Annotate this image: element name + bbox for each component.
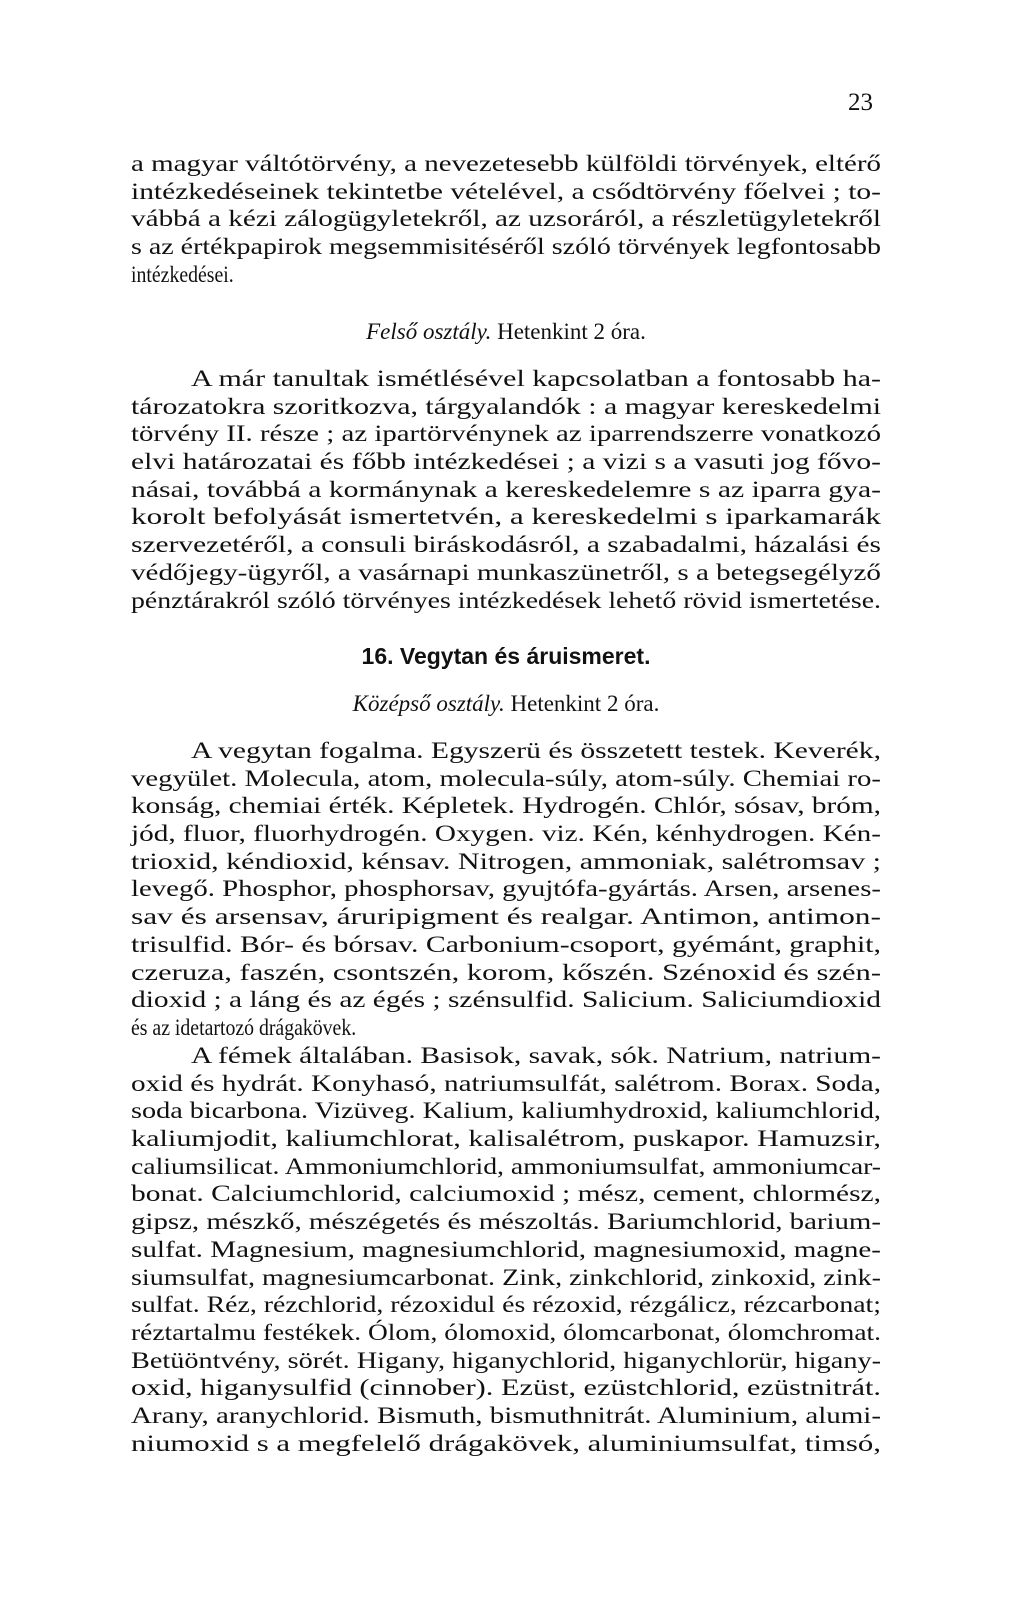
text-line: intézkedéseinek tekintetbe vételével, a csődtörvény főelvei ; to-	[131, 178, 881, 204]
paragraph-2	[131, 365, 881, 614]
class-name: Középső osztály.	[352, 691, 505, 716]
text-line: A vegytan fogalma. Egyszerü és összetett testek. Keverék,	[191, 738, 881, 763]
text-line: szervezetéről, a consuli biráskodásról, a szabadalmi, házalási és	[131, 532, 881, 558]
text-line: oxid és hydrát. Konyhasó, natriumsulfát, salétrom. Borax. Soda,	[131, 1070, 881, 1096]
text-line: jód, fluor, fluorhydrogén. Oxygen. viz. Kén, kénhydrogen. Kén-	[131, 821, 881, 847]
text-line: s az értékpapirok megsemmisitéséről szóló törvények legfontosabb	[131, 234, 881, 260]
text-line: bonat. Calciumchlorid, calciumoxid ; mész, cement, chlormész,	[131, 1181, 881, 1207]
text-line: vábbá a kézi zálogügyletekről, az uzsoráról, a részletügyletekről	[131, 206, 881, 232]
text-line: sulfat. Réz, rézchlorid, rézoxidul és rézoxid, rézgálicz, rézcarbonat;	[131, 1292, 881, 1318]
text-line: kaliumjodit, kaliumchlorat, kalisalétrom, puskapor. Hamuzsir,	[131, 1126, 881, 1152]
text-line: Arany, aranychlorid. Bismuth, bismuthnitrát. Aluminium, alumi-	[131, 1402, 881, 1428]
weekly-hours: Hetenkint 2 óra.	[491, 319, 646, 344]
text-line: czeruza, faszén, csontszén, korom, kőszén. Szénoxid és szén-	[131, 959, 882, 985]
text-line: siumsulfat, magnesiumcarbonat. Zink, zinkchlorid, zinkoxid, zink-	[131, 1264, 881, 1290]
text-line: a magyar váltótörvény, a nevezetesebb külföldi törvények, eltérő	[131, 151, 881, 176]
text-line: törvény II. része ; az ipartörvénynek az iparrendszerre vonatkozó	[131, 421, 881, 447]
middle-class-subheading	[131, 690, 881, 718]
section-heading: 16. Vegytan és áruismeret.	[361, 643, 651, 669]
text-line: tározatokra szoritkozva, tárgyalandók : a magyar kereskedelmi	[131, 393, 881, 419]
text-line: caliumsilicat. Ammoniumchlorid, ammoniumsulfat, ammoniumcar-	[131, 1153, 882, 1179]
text-line: és az idetartozó drágakövek.	[131, 1014, 357, 1040]
text-line: A fémek általában. Basisok, savak, sók. Natrium, natrium-	[191, 1043, 881, 1068]
paragraph-1	[131, 150, 881, 288]
text-line: A már tanultak ismétlésével kapcsolatban a fontosabb ha-	[191, 366, 881, 391]
paragraph-4	[131, 1042, 881, 1457]
class-name: Felső osztály.	[366, 319, 492, 344]
weekly-hours: Hetenkint 2 óra.	[504, 691, 660, 716]
paragraph-3	[131, 737, 881, 1042]
text-line: oxid, higanysulfid (cinnober). Ezüst, ezüstchlorid, ezüstnitrát.	[131, 1375, 882, 1401]
text-line: trioxid, kéndioxid, kénsav. Nitrogen, ammoniak, salétromsav ;	[131, 848, 881, 874]
text-line: trisulfid. Bór- és bórsav. Carbonium-csoport, gyémánt, graphit,	[131, 931, 881, 957]
text-line: soda bicarbona. Vizüveg. Kalium, kaliumhydroxid, kaliumchlorid,	[131, 1098, 881, 1124]
page-number: 23	[848, 89, 873, 116]
text-line: levegő. Phosphor, phosphorsav, gyujtófa-gyártás. Arsen, arsenes-	[131, 876, 881, 902]
text-line: dioxid ; a láng és az égés ; szénsulfid. Salicium. Saliciumdioxid	[131, 987, 881, 1013]
text-line: pénztárakról szóló törvényes intézkedések lehető rövid ismertetése.	[131, 587, 881, 613]
text-line: Betüöntvény, sörét. Higany, higanychlorid, higanychlorür, higany-	[131, 1347, 881, 1373]
text-line: konság, chemiai érték. Képletek. Hydrogén. Chlór, sósav, bróm,	[131, 793, 881, 819]
upper-class-subheading	[131, 318, 881, 346]
text-line: sav és arsensav, áruripigment és realgar. Antimon, antimon-	[131, 904, 881, 930]
text-line: niumoxid s a megfelelő drágakövek, aluminiumsulfat, timsó,	[131, 1430, 881, 1456]
text-line: intézkedései.	[131, 261, 234, 287]
text-line: korolt befolyását ismertetvén, a kereskedelmi s iparkamarák	[131, 504, 881, 530]
text-line: gipsz, mészkő, mészégetés és mészoltás. Bariumchlorid, barium-	[131, 1209, 881, 1235]
text-line: védőjegy-ügyről, a vasárnapi munkaszünetről, s a betegsegélyző	[131, 559, 881, 585]
text-line: vegyület. Molecula, atom, molecula-súly, atom-súly. Chemiai ro-	[131, 765, 881, 791]
text-line: elvi határozatai és főbb intézkedései ; a vizi s a vasuti jog fővo-	[131, 449, 881, 475]
text-line: réztartalmu festékek. Ólom, ólomoxid, ólomcarbonat, ólomchromat.	[131, 1319, 881, 1345]
text-line: sulfat. Magnesium, magnesiumchlorid, magnesiumoxid, magne-	[131, 1236, 881, 1262]
text-line: násai, továbbá a kormánynak a kereskedelemre s az iparra gya-	[131, 476, 881, 502]
